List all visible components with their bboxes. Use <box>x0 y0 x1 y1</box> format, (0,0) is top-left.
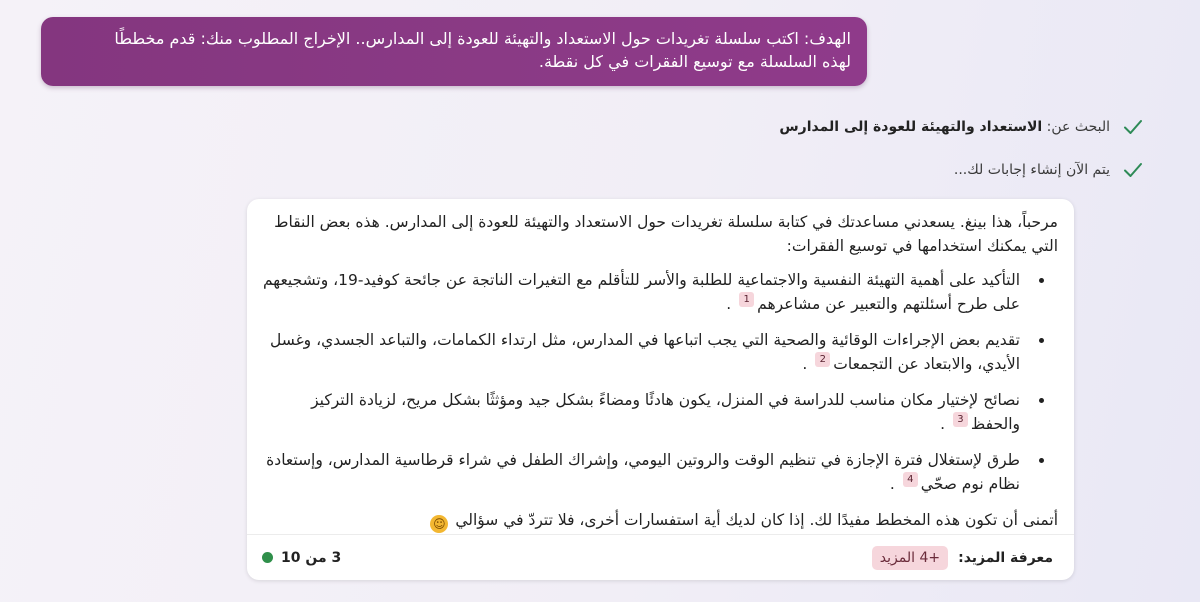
smiling-face-icon: ☺ <box>430 515 448 533</box>
point-text: نصائح لإختيار مكان مناسب للدراسة في المنزل، يكون هادئًا ومضاءً بشكل جيد ومؤثثًا بشكل مريح، لزيادة التركيز والحفظ <box>311 391 1020 433</box>
response-points <box>261 268 1058 496</box>
list-item: تقديم بعض الإجراءات الوقائية والصحية التي يجب اتباعها في المدارس، مثل ارتداء الكمامات، والتباعد الجسدي، وغسل الأيدي، والابتعاد عن التجمعات2 . <box>261 328 1058 376</box>
bullet-icon <box>1039 398 1044 403</box>
check-icon <box>1122 159 1144 181</box>
generating-text: يتم الآن إنشاء إجابات لك... <box>953 162 1110 178</box>
user-prompt-bubble <box>41 17 867 86</box>
list-item: نصائح لإختيار مكان مناسب للدراسة في المنزل، يكون هادئًا ومضاءً بشكل جيد ومؤثثًا بشكل مريح، لزيادة التركيز والحفظ3 . <box>261 388 1058 436</box>
prompt-line-1: الهدف: اكتب سلسلة تغريدات حول الاستعداد والتهيئة للعودة إلى المدارس.. الإخراج المطلوب منك: قدم مخططًا <box>114 29 851 48</box>
citation-badge[interactable]: 3 <box>953 412 968 427</box>
learn-more-label: معرفة المزيد: <box>958 549 1053 566</box>
citation-badge[interactable]: 2 <box>815 352 830 367</box>
search-status <box>779 116 1144 138</box>
citation-badge[interactable]: 1 <box>739 292 754 307</box>
point-text: تقديم بعض الإجراءات الوقائية والصحية التي يجب اتباعها في المدارس، مثل ارتداء الكمامات، والتباعد الجسدي، وغسل الأيدي، والابتعاد عن التجمعات <box>270 331 1020 373</box>
card-footer <box>247 534 1074 580</box>
bullet-icon <box>1039 338 1044 343</box>
bullet-icon <box>1039 458 1044 463</box>
turn-counter-text: 3 من 10 <box>281 549 342 566</box>
list-item: طرق لإستغلال فترة الإجازة في تنظيم الوقت والروتين اليومي، وإشراك الطفل في شراء قرطاسية المدارس، وإستعادة نظام نوم صحّي4 . <box>261 448 1058 496</box>
citation-badge[interactable]: 4 <box>903 472 918 487</box>
prompt-line-2: لهذه السلسلة مع توسيع الفقرات في كل نقطة. <box>538 52 851 71</box>
search-query: الاستعداد والتهيئة للعودة إلى المدارس <box>779 119 1043 135</box>
closing-text: أتمنى أن تكون هذه المخطط مفيدًا لك. إذا كان لديك أية استفسارات أخرى، فلا تتردّ في سؤالي <box>455 511 1058 529</box>
more-sources-button[interactable]: +4 المزيد <box>872 546 948 570</box>
response-intro: مرحباً، هذا بينغ. يسعدني مساعدتك في كتابة سلسلة تغريدات حول الاستعداد والتهيئة للعودة إلى المدارس. هذه بعض النقاط التي يمكنك استخدامها في توسيع الفقرات: <box>274 213 1058 255</box>
response-card <box>247 199 1074 580</box>
status-dot-icon <box>262 552 273 563</box>
bullet-icon <box>1039 278 1044 283</box>
turn-counter <box>262 550 341 566</box>
generating-status <box>954 159 1144 181</box>
check-icon <box>1122 116 1144 138</box>
point-text: طرق لإستغلال فترة الإجازة في تنظيم الوقت والروتين اليومي، وإشراك الطفل في شراء قرطاسية المدارس، وإستعادة نظام نوم صحّي <box>266 451 1020 493</box>
search-prefix: البحث عن: <box>1046 119 1110 135</box>
response-closing <box>261 508 1058 533</box>
point-text: التأكيد على أهمية التهيئة النفسية والاجتماعية للطلبة والأسر للتأقلم مع التغيرات الناتجة عن جائحة كوفيد-19، وتشجيعهم على طرح أسئلتهم والتعبير عن مشاعرهم <box>262 271 1020 313</box>
list-item: التأكيد على أهمية التهيئة النفسية والاجتماعية للطلبة والأسر للتأقلم مع التغيرات الناتجة عن جائحة كوفيد-19، وتشجيعهم على طرح أسئلتهم والتعبير عن مشاعرهم1 . <box>261 268 1058 316</box>
